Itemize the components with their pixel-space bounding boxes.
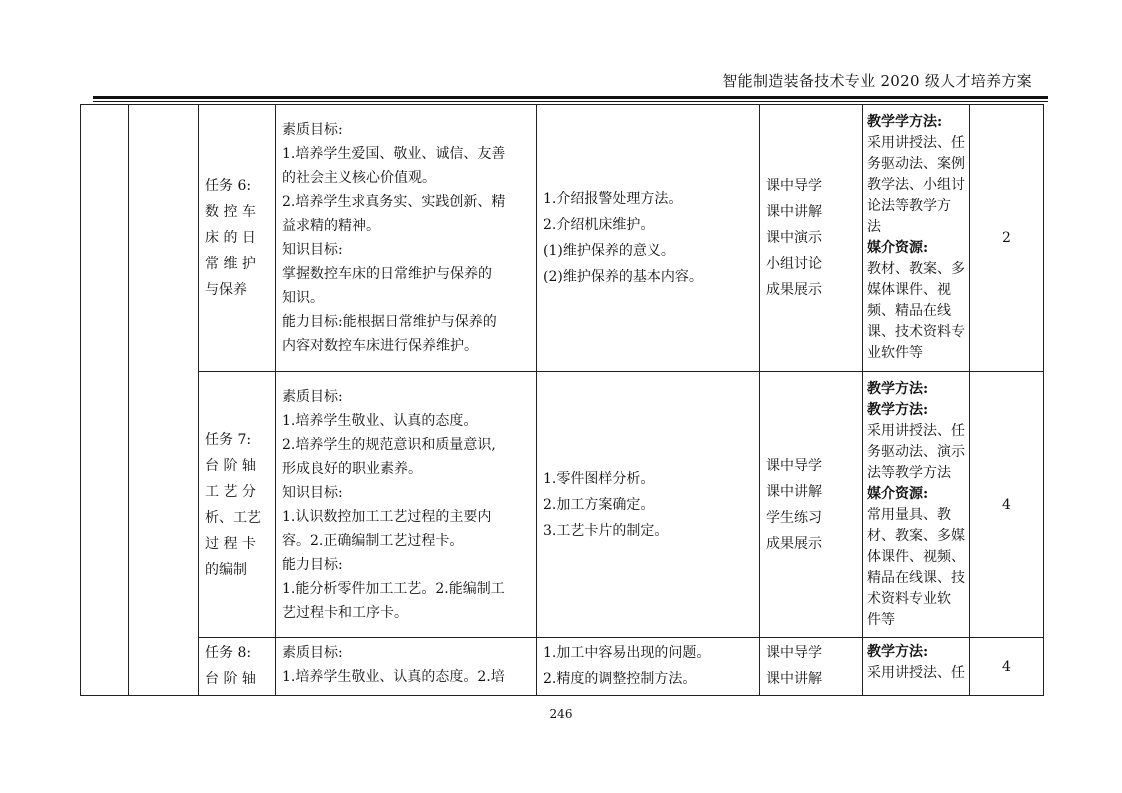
objective-line: 1.培养学生爱国、敬业、诚信、友善 <box>282 146 506 162</box>
objective-line: 1.认识数控加工工艺过程的主要内 <box>282 508 492 525</box>
activity-line: 课中导学 <box>766 457 822 474</box>
method-line: 法 <box>867 219 881 235</box>
task-name-cell <box>199 372 276 638</box>
resources-cell <box>863 372 970 638</box>
objective-line: 的社会主义核心价值观。 <box>282 170 436 186</box>
method-line: 采用讲授法、任 <box>867 135 965 151</box>
table-row <box>81 638 1044 696</box>
header-rule-thin <box>93 101 1048 102</box>
objective-line: 能力目标: <box>282 556 343 573</box>
objective-line: 1.能分析零件加工工艺。2.能编制工 <box>282 580 505 597</box>
task-name-cell <box>199 638 276 696</box>
media-line: 课、技术资料专 <box>867 324 965 340</box>
task-line: 与保养 <box>205 282 247 298</box>
method-line: 采用讲授法、任 <box>867 422 965 439</box>
media-line: 体课件、视频、 <box>867 548 965 565</box>
method-line: 论法等教学方 <box>867 198 951 214</box>
task-line: 工 艺 分 <box>205 483 256 500</box>
activity-line: 成果展示 <box>766 282 822 298</box>
content-cell <box>537 105 760 372</box>
objective-line: 素质目标: <box>282 645 343 661</box>
hours-cell: 4 <box>970 372 1044 638</box>
task-line: 任务 6: <box>205 178 252 194</box>
objective-line: 艺过程卡和工序卡。 <box>282 604 408 621</box>
activity-line: 课中演示 <box>766 230 822 246</box>
table-row <box>81 105 1044 372</box>
content-line: 1.加工中容易出现的问题。 <box>543 645 711 661</box>
task-line: 过 程 卡 <box>205 535 256 552</box>
teaching-activities-cell <box>760 105 863 372</box>
content-line: 1.介绍报警处理方法。 <box>543 191 683 207</box>
objective-line: 能力目标:能根据日常维护与保养的 <box>282 314 497 330</box>
task-line: 台 阶 轴 <box>205 671 256 687</box>
media-line: 教材、教案、多 <box>867 261 965 277</box>
objectives-cell <box>276 105 537 372</box>
activity-line: 小组讨论 <box>766 256 822 272</box>
content-line: 3.工艺卡片的制定。 <box>543 522 669 539</box>
method-line: 务驱动法、案例 <box>867 156 965 172</box>
objective-line: 素质目标: <box>282 122 343 138</box>
content-line: 2.加工方案确定。 <box>543 496 655 513</box>
objective-line: 1.培养学生敬业、认真的态度。2.培 <box>282 669 505 685</box>
objective-line: 1.培养学生敬业、认真的态度。 <box>282 412 478 429</box>
task-line: 数 控 车 <box>205 204 256 220</box>
media-line: 业软件等 <box>867 345 923 361</box>
method-heading: 教学方法: <box>867 401 929 418</box>
activity-line: 学生练习 <box>766 509 822 526</box>
objective-line: 容。2.正确编制工艺过程卡。 <box>282 532 464 549</box>
task-line: 析、工艺 <box>205 509 261 526</box>
table-row <box>81 372 1044 638</box>
media-line: 精品在线课、技 <box>867 569 965 586</box>
objective-line: 2.培养学生的规范意识和质量意识, <box>282 436 496 453</box>
module-cell <box>81 105 129 696</box>
media-line: 术资料专业软 <box>867 590 951 607</box>
curriculum-table <box>80 104 1044 696</box>
media-line: 常用量具、教 <box>867 506 951 523</box>
objectives-cell <box>276 372 537 638</box>
objective-line: 益求精的精神。 <box>282 218 380 234</box>
activity-line: 课中讲解 <box>766 204 822 220</box>
method-line: 法等教学方法 <box>867 464 951 481</box>
header-rule <box>93 96 1048 99</box>
objective-line: 2.培养学生求真务实、实践创新、精 <box>282 194 506 210</box>
media-line: 频、精品在线 <box>867 303 951 319</box>
document-header-title: 智能制造装备技术专业 2020 级人才培养方案 <box>722 72 1032 90</box>
task-line: 常 维 护 <box>205 256 256 272</box>
activity-line: 成果展示 <box>766 535 822 552</box>
page-number: 246 <box>549 707 573 721</box>
media-line: 媒体课件、视 <box>867 282 951 298</box>
task-line: 任务 8: <box>205 645 252 661</box>
task-line: 的编制 <box>205 561 247 578</box>
content-cell <box>537 372 760 638</box>
resources-cell <box>863 105 970 372</box>
hours-cell: 4 <box>970 638 1044 696</box>
task-line: 台 阶 轴 <box>205 457 256 474</box>
content-line: (1)维护保养的意义。 <box>543 243 675 259</box>
objective-line: 掌握数控车床的日常维护与保养的 <box>282 266 492 282</box>
method-heading: 教学学方法: <box>867 114 943 130</box>
media-heading: 媒介资源: <box>867 240 929 256</box>
content-line: (2)维护保养的基本内容。 <box>543 269 703 285</box>
objective-line: 知识。 <box>282 290 324 306</box>
project-cell <box>129 105 199 696</box>
hours-cell: 2 <box>970 105 1044 372</box>
content-line: 1.零件图样分析。 <box>543 470 655 487</box>
objective-line: 知识目标: <box>282 242 343 258</box>
content-cell <box>537 638 760 696</box>
objective-line: 素质目标: <box>282 388 343 405</box>
activity-line: 课中导学 <box>766 645 822 661</box>
objective-line: 形成良好的职业素养。 <box>282 460 422 477</box>
media-line: 件等 <box>867 611 895 628</box>
teaching-activities-cell <box>760 638 863 696</box>
teaching-activities-cell <box>760 372 863 638</box>
content-line: 2.介绍机床维护。 <box>543 217 655 233</box>
activity-line: 课中讲解 <box>766 483 822 500</box>
method-line: 采用讲授法、任 <box>867 665 965 681</box>
media-line: 材、教案、多媒 <box>867 527 965 544</box>
objective-line: 知识目标: <box>282 484 343 501</box>
content-line: 2.精度的调整控制方法。 <box>543 671 697 687</box>
resources-cell <box>863 638 970 696</box>
task-line: 床 的 日 <box>205 230 256 246</box>
objectives-cell <box>276 638 537 696</box>
activity-line: 课中讲解 <box>766 671 822 687</box>
activity-line: 课中导学 <box>766 178 822 194</box>
task-name-cell <box>199 105 276 372</box>
method-heading: 教学方法: <box>867 380 929 397</box>
media-heading: 媒介资源: <box>867 485 929 502</box>
objective-line: 内容对数控车床进行保养维护。 <box>282 338 478 354</box>
method-line: 教学法、小组讨 <box>867 177 965 193</box>
method-line: 务驱动法、演示 <box>867 443 965 460</box>
method-heading: 教学方法: <box>867 644 929 660</box>
task-line: 任务 7: <box>205 431 252 448</box>
